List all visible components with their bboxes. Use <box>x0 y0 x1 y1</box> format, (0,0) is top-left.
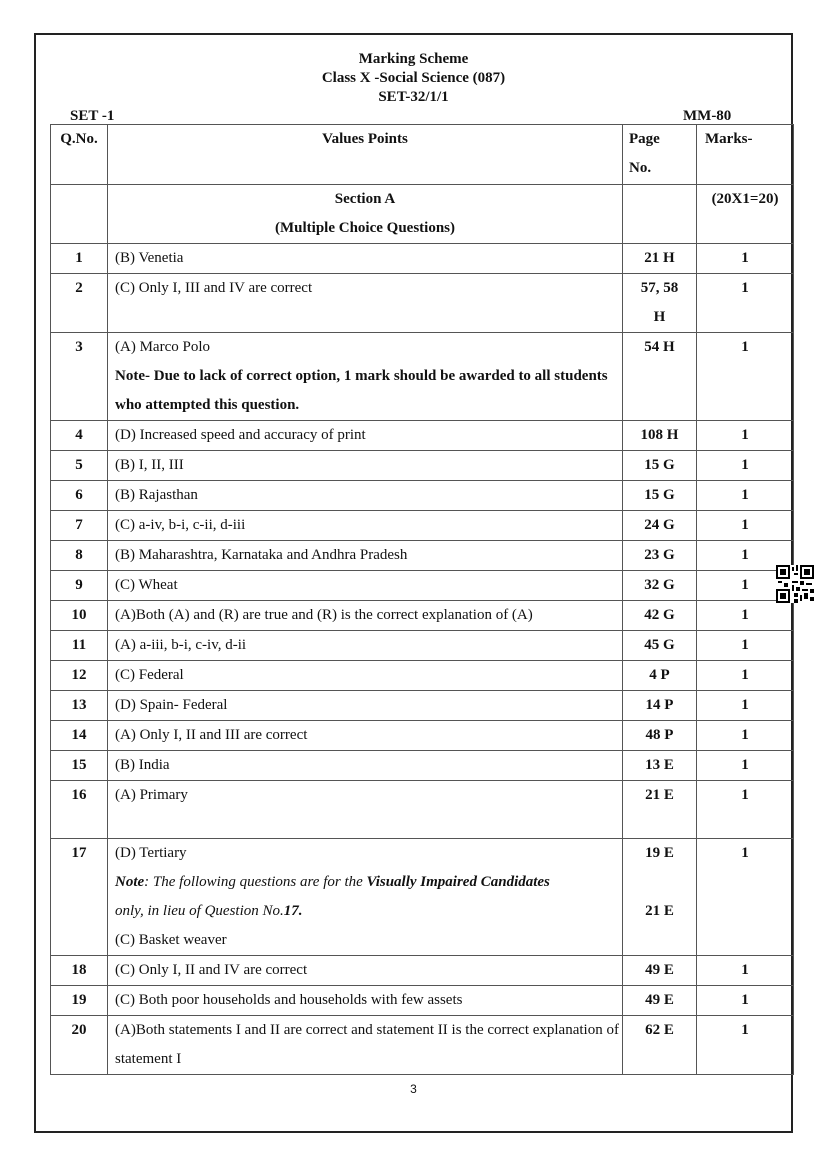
row-marks: 1 <box>697 244 794 274</box>
header-marks: Marks- <box>697 125 794 185</box>
table-row <box>51 481 794 511</box>
row-answer: (B) Venetia <box>108 244 623 274</box>
vi-note-label: Note <box>115 874 145 890</box>
row-qno: 11 <box>51 631 108 661</box>
row-answer: (A) Only I, II and III are correct <box>108 721 623 751</box>
section-row <box>51 185 794 244</box>
table-row <box>51 421 794 451</box>
row-qno: 9 <box>51 571 108 601</box>
table-row <box>51 601 794 631</box>
row-page-main: 19 E <box>645 845 674 861</box>
row-page: 45 G <box>623 631 697 661</box>
row-qno: 12 <box>51 661 108 691</box>
row-page: 62 E <box>623 1016 697 1075</box>
table-row <box>51 571 794 601</box>
header-page-line2: No. <box>629 160 652 176</box>
row-qno: 18 <box>51 956 108 986</box>
row-page: 21 H <box>623 244 697 274</box>
row-answer: (D) Spain- Federal <box>108 691 623 721</box>
row-answer: (A)Both statements I and II are correct and statement II is the correct explanation of statement I <box>108 1016 623 1075</box>
table-row <box>51 541 794 571</box>
set-code: SET-32/1/1 <box>378 89 449 105</box>
row-page: 4 P <box>623 661 697 691</box>
table-header-row <box>51 125 794 185</box>
row-qno: 17 <box>51 839 108 956</box>
vi-note-text: : The following questions are for the <box>144 874 367 890</box>
row-marks: 1 <box>697 661 794 691</box>
row-marks: 1 <box>697 956 794 986</box>
row-qno: 2 <box>51 274 108 333</box>
vi-note-line2 <box>115 897 622 926</box>
row-marks: 1 <box>697 571 794 601</box>
row-answer: (C) Only I, III and IV are correct <box>108 274 623 333</box>
row-marks: 1 <box>697 274 794 333</box>
vi-note-text2: only, in lieu of Question No. <box>115 903 284 919</box>
row-answer: (B) India <box>108 751 623 781</box>
vi-note <box>115 868 622 897</box>
row-page <box>623 274 697 333</box>
row-page-line1: 57, 58 <box>640 280 679 296</box>
table-row <box>51 661 794 691</box>
row-qno: 15 <box>51 751 108 781</box>
row-answer: (D) Tertiary <box>115 845 187 861</box>
vi-note-end: . <box>298 903 303 919</box>
row-answer-cell <box>108 839 623 956</box>
page-number: 3 <box>410 1082 417 1096</box>
table-row <box>51 839 794 956</box>
row-qno: 1 <box>51 244 108 274</box>
row-marks: 1 <box>697 511 794 541</box>
vi-note-bold: Visually Impaired Candidates <box>366 874 550 890</box>
row-qno: 13 <box>51 691 108 721</box>
row-page: 108 H <box>623 421 697 451</box>
table-row <box>51 451 794 481</box>
row-marks: 1 <box>697 541 794 571</box>
row-marks: 1 <box>697 721 794 751</box>
row-qno: 16 <box>51 781 108 839</box>
section-title-cell <box>108 185 623 244</box>
row-qno: 4 <box>51 421 108 451</box>
table-row <box>51 274 794 333</box>
section-marks: (20X1=20) <box>697 185 794 244</box>
section-subtitle: (Multiple Choice Questions) <box>275 220 455 236</box>
row-answer: (B) Maharashtra, Karnataka and Andhra Pradesh <box>108 541 623 571</box>
row-page: 13 E <box>623 751 697 781</box>
row-page: 23 G <box>623 541 697 571</box>
row-note: Note- Due to lack of correct option, 1 mark should be awarded to all students who attempted this question. <box>115 368 608 413</box>
row-qno: 3 <box>51 333 108 421</box>
row-marks: 1 <box>697 451 794 481</box>
row-answer: (C) a-iv, b-i, c-ii, d-iii <box>108 511 623 541</box>
row-answer: (A) Primary <box>108 781 623 839</box>
section-title: Section A <box>334 191 396 207</box>
table-row <box>51 751 794 781</box>
row-marks: 1 <box>697 839 794 956</box>
row-qno: 20 <box>51 1016 108 1075</box>
row-page: 49 E <box>623 956 697 986</box>
row-marks: 1 <box>697 333 794 421</box>
row-marks: 1 <box>697 481 794 511</box>
table-row <box>51 956 794 986</box>
row-answer: (B) I, II, III <box>108 451 623 481</box>
table-row <box>51 244 794 274</box>
row-answer: (A)Both (A) and (R) are true and (R) is the correct explanation of (A) <box>108 601 623 631</box>
row-marks: 1 <box>697 601 794 631</box>
row-answer: (C) Only I, II and IV are correct <box>108 956 623 986</box>
row-answer-cell <box>108 333 623 421</box>
table-row <box>51 721 794 751</box>
row-page-vi: 21 E <box>645 903 674 919</box>
row-qno: 14 <box>51 721 108 751</box>
row-qno: 19 <box>51 986 108 1016</box>
row-page: 15 G <box>623 451 697 481</box>
row-page: 49 E <box>623 986 697 1016</box>
table-row <box>51 511 794 541</box>
row-marks: 1 <box>697 421 794 451</box>
vi-note-qno: 17 <box>283 903 299 919</box>
row-marks: 1 <box>697 631 794 661</box>
document-title: Marking Scheme <box>358 51 469 67</box>
marking-scheme-table <box>50 124 794 1075</box>
row-qno: 6 <box>51 481 108 511</box>
row-answer: (C) Wheat <box>108 571 623 601</box>
header-values: Values Points <box>108 125 623 185</box>
row-page <box>623 839 697 956</box>
row-answer: (A) Marco Polo <box>115 339 210 355</box>
document-subtitle: Class X -Social Science (087) <box>321 70 506 86</box>
row-page: 54 H <box>623 333 697 421</box>
row-qno: 8 <box>51 541 108 571</box>
row-page: 42 G <box>623 601 697 631</box>
row-marks: 1 <box>697 751 794 781</box>
row-marks: 1 <box>697 691 794 721</box>
vi-answer: (C) Basket weaver <box>115 932 227 948</box>
row-marks: 1 <box>697 781 794 839</box>
table-row <box>51 631 794 661</box>
row-qno: 10 <box>51 601 108 631</box>
row-qno: 7 <box>51 511 108 541</box>
table-row <box>51 691 794 721</box>
row-answer: (C) Both poor households and households with few assets <box>108 986 623 1016</box>
row-answer: (D) Increased speed and accuracy of print <box>108 421 623 451</box>
table-row <box>51 986 794 1016</box>
row-page: 21 E <box>623 781 697 839</box>
row-answer: (B) Rajasthan <box>108 481 623 511</box>
set-label: SET -1 <box>70 108 115 124</box>
row-page-line2: H <box>653 309 666 325</box>
row-page: 15 G <box>623 481 697 511</box>
max-marks: MM-80 <box>683 108 732 124</box>
row-marks: 1 <box>697 986 794 1016</box>
table-row <box>51 781 794 839</box>
row-qno: 5 <box>51 451 108 481</box>
row-page: 24 G <box>623 511 697 541</box>
header-page-line1: Page <box>629 131 660 147</box>
qr-code-icon <box>776 565 814 603</box>
table-row <box>51 333 794 421</box>
header-page <box>623 125 697 185</box>
row-answer: (C) Federal <box>108 661 623 691</box>
row-page: 48 P <box>623 721 697 751</box>
row-page: 14 P <box>623 691 697 721</box>
row-answer: (A) a-iii, b-i, c-iv, d-ii <box>108 631 623 661</box>
row-page: 32 G <box>623 571 697 601</box>
header-qno: Q.No. <box>51 125 108 185</box>
table-row <box>51 1016 794 1075</box>
row-marks: 1 <box>697 1016 794 1075</box>
